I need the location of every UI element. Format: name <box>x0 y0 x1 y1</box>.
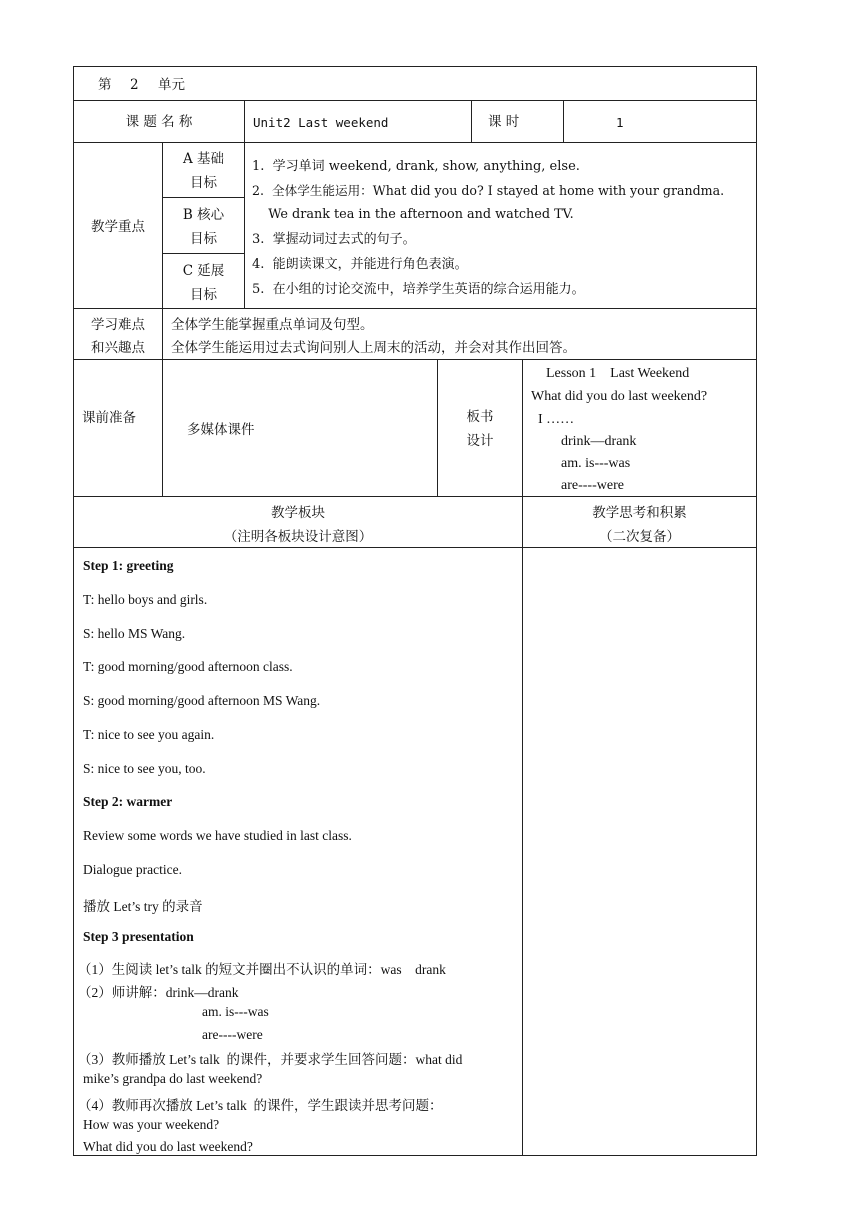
level-b-line1: B 核心 <box>182 207 225 223</box>
topic-value-cell <box>244 100 472 143</box>
step-line: How was your weekend? <box>83 1117 220 1132</box>
step-line: Dialogue practice. <box>83 862 182 877</box>
board-label-line1: 板书 <box>466 409 494 425</box>
step-line: T: hello boys and girls. <box>83 592 208 607</box>
reflection-cell <box>522 547 757 1156</box>
teaching-steps-cell <box>73 547 523 1156</box>
level-c-cell <box>162 253 245 309</box>
key-point-item: 1. 学习单词 weekend, drank, show, anything, else. <box>252 159 580 174</box>
key-point-item: 2. 全体学生能运用：What did you do? I stayed at home with your grandma. <box>252 183 725 198</box>
right-section-header-cell <box>522 496 757 548</box>
step-line: mike’s grandpa do last weekend? <box>83 1071 263 1086</box>
difficulty-line: 全体学生能运用过去式询问别人上周末的活动，并会对其作出回答。 <box>171 340 576 356</box>
difficulty-line: 全体学生能掌握重点单词及句型。 <box>171 317 374 333</box>
step-line: （4）教师再次播放 Let’s talk 的课件，学生跟读并思考问题： <box>78 1098 443 1113</box>
board-line: are----were <box>561 478 624 493</box>
level-c-line1: C 延展 <box>182 263 225 279</box>
step-line: S: good morning/good afternoon MS Wang. <box>83 693 321 708</box>
hours-value: 1 <box>616 115 624 130</box>
step-line: S: nice to see you, too. <box>83 761 206 776</box>
right-header-line2: （二次复备） <box>599 529 680 545</box>
level-b-cell <box>162 197 245 254</box>
topic-label-cell <box>73 100 245 143</box>
left-section-header-cell <box>73 496 523 548</box>
step-line: T: good morning/good afternoon class. <box>83 659 293 674</box>
level-a-line2: 目标 <box>190 175 217 191</box>
step-line: （1）生阅读 let’s talk 的短文并圈出不认识的单词：was drank <box>78 962 446 977</box>
unit-di: 第 <box>98 77 112 93</box>
step-heading: Step 3 presentation <box>83 929 194 944</box>
difficulty-label-line2: 和兴趣点 <box>91 340 145 356</box>
key-point-item: We drank tea in the afternoon and watched TV. <box>252 207 574 222</box>
step-line: am. is---was <box>202 1004 269 1019</box>
board-label-line2: 设计 <box>466 433 494 449</box>
step-heading: Step 1: greeting <box>83 558 174 573</box>
key-points-label-cell <box>73 142 163 309</box>
difficulty-label-line1: 学习难点 <box>91 317 145 333</box>
preparation-label: 课前准备 <box>82 410 136 426</box>
key-points-items-cell <box>244 142 757 309</box>
left-header-line2: （注明各板块设计意图） <box>223 529 373 545</box>
level-c-line2: 目标 <box>190 287 217 303</box>
topic-label: 课 题 名 称 <box>125 114 193 130</box>
topic-value: Unit2 Last weekend <box>253 115 389 130</box>
difficulty-content-cell <box>162 308 757 360</box>
hours-label: 课 时 <box>488 114 520 130</box>
level-b-line2: 目标 <box>190 231 217 247</box>
board-line: drink—drank <box>561 434 637 449</box>
difficulty-label-cell <box>73 308 163 360</box>
unit-header-cell <box>73 66 757 101</box>
key-point-item: 3. 掌握动词过去式的句子。 <box>252 232 416 247</box>
hours-value-cell <box>563 100 757 143</box>
board-line: What did you do last weekend? <box>531 389 708 404</box>
board-line: am. is---was <box>561 456 631 471</box>
step-line: （3）教师播放 Let’s talk 的课件，并要求学生回答问题：what did <box>78 1052 463 1067</box>
preparation-value: 多媒体课件 <box>187 422 255 438</box>
board-design-cell <box>522 359 757 497</box>
right-header-line1: 教学思考和积累 <box>592 505 687 521</box>
preparation-value-cell <box>162 359 438 497</box>
step-line: S: hello MS Wang. <box>83 626 186 641</box>
step-line: T: nice to see you again. <box>83 727 215 742</box>
board-label-cell <box>437 359 523 497</box>
step-line: Review some words we have studied in last class. <box>83 828 352 843</box>
key-points-label: 教学重点 <box>91 219 145 235</box>
key-point-item: 4. 能朗读课文，并能进行角色表演。 <box>252 257 468 272</box>
step-heading: Step 2: warmer <box>83 794 173 809</box>
key-point-item: 5. 在小组的讨论交流中，培养学生英语的综合运用能力。 <box>252 282 585 297</box>
board-line: Lesson 1 Last Weekend <box>546 366 690 381</box>
unit-yuan: 单元 <box>158 77 185 93</box>
preparation-label-cell <box>73 359 163 497</box>
hours-label-cell <box>471 100 564 143</box>
level-a-cell <box>162 142 245 198</box>
step-line: （2）师讲解：drink—drank <box>78 985 239 1000</box>
board-line: I …… <box>538 412 575 427</box>
step-line: are----were <box>202 1027 263 1042</box>
step-line: What did you do last weekend? <box>83 1139 253 1154</box>
left-header-line1: 教学板块 <box>271 505 325 521</box>
step-line: 播放 Let’s try 的录音 <box>83 899 203 914</box>
level-a-line1: A 基础 <box>182 151 225 167</box>
unit-number: 2 <box>130 77 139 93</box>
lesson-plan-table <box>73 66 757 1156</box>
